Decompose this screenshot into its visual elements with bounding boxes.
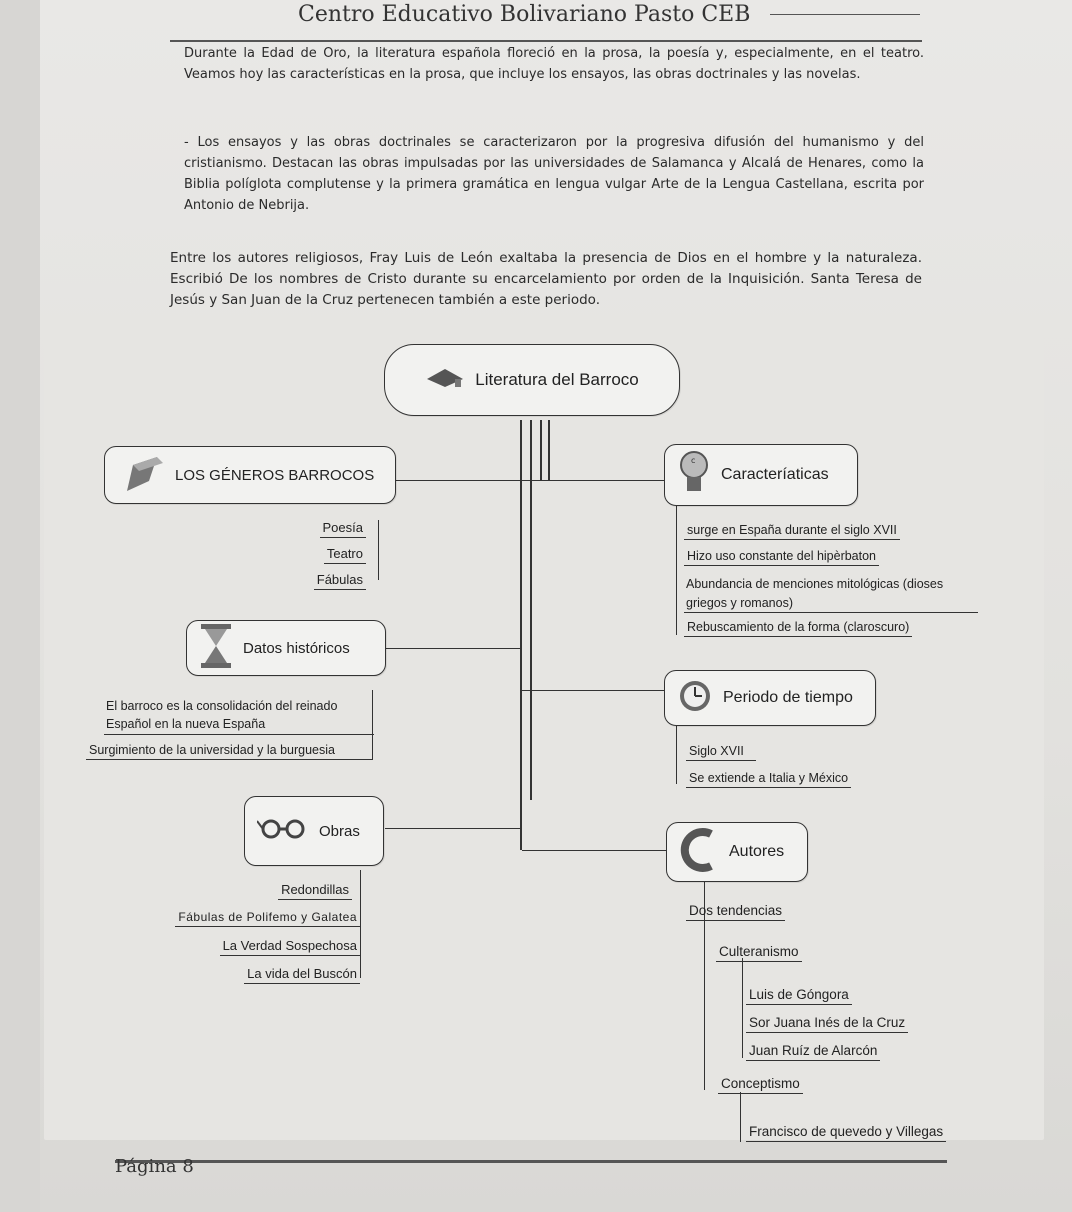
obras-item: Fábulas de Polifemo y Galatea bbox=[175, 910, 360, 927]
central-node bbox=[384, 344, 680, 416]
datos-item-2: Surgimiento de la universidad y la burguesia bbox=[86, 743, 372, 760]
header-rule-right bbox=[770, 14, 920, 15]
caracteristicas-branch bbox=[676, 505, 677, 635]
autores-title: Autores bbox=[729, 843, 785, 860]
intro-paragraph-1: Durante la Edad de Oro, la literatura española floreció en la prosa, la poesía y, especialmente, en el teatro. Veamos hoy las características en la prosa, que incluye los ensayos, las obras doctrinales y las novelas. bbox=[184, 46, 924, 82]
dos-tendencias-label: Dos tendencias bbox=[686, 903, 785, 921]
obras-title: Obras bbox=[319, 822, 360, 840]
generos-item: Fábulas bbox=[314, 572, 366, 590]
culteranismo-branch bbox=[742, 958, 743, 1058]
caracteristicas-item-multiline bbox=[686, 575, 976, 613]
datos-branch bbox=[372, 690, 373, 760]
connector-obras bbox=[385, 828, 520, 829]
intro-paragraph-2: - Los ensayos y las obras doctrinales se caracterizaron por la progresiva difusión del humanismo y del cristianismo. Destacan las obras impulsadas por las universidades de Salamanca y Alcalá de Henares, como la Biblia políglota complutense y la primera gramática en lengua vulgar Arte de la Lengua Castellana, escrita por Antonio de Nebrija. bbox=[184, 135, 924, 213]
generos-node bbox=[104, 446, 396, 504]
caracteristicas-item: Hizo uso constante del hipèrbaton bbox=[684, 549, 879, 566]
datos-node bbox=[186, 620, 386, 676]
hourglass-icon bbox=[199, 622, 233, 675]
culteranismo-author: Sor Juana Inés de la Cruz bbox=[746, 1015, 908, 1033]
intro-paragraph-3: Entre los autores religiosos, Fray Luis de León exaltaba la presencia de Dios en el hombre y la naturaleza. Escribió De los nombres de Cristo durante su encarcelamiento por orden de la Inquisición. Santa Teresa de Jesús y San Juan de la Cruz pertenecen también a este periodo. bbox=[170, 250, 922, 308]
culteranismo-author: Juan Ruíz de Alarcón bbox=[746, 1043, 880, 1061]
datos-underline bbox=[104, 734, 374, 735]
person-icon bbox=[679, 828, 719, 877]
periodo-item: Siglo XVII bbox=[686, 744, 756, 761]
caracteristicas-line: Abundancia de menciones mitológicas (dioses bbox=[686, 577, 944, 591]
conceptismo-label: Conceptismo bbox=[718, 1076, 803, 1094]
generos-item: Poesía bbox=[320, 520, 366, 538]
obras-branch bbox=[360, 870, 361, 978]
caracteristicas-node bbox=[664, 444, 858, 506]
lightbulb-icon bbox=[677, 449, 711, 502]
autores-node bbox=[666, 822, 808, 882]
caracteristicas-line: griegos y romanos) bbox=[686, 596, 793, 610]
obras-node bbox=[244, 796, 384, 866]
central-title: Literatura del Barroco bbox=[475, 370, 639, 389]
connector-generos bbox=[395, 480, 665, 481]
trunk-line bbox=[520, 420, 522, 850]
caracteristicas-item: surge en España durante el siglo XVII bbox=[684, 523, 900, 540]
obras-item: La Verdad Sospechosa bbox=[220, 938, 360, 956]
generos-item: Teatro bbox=[324, 546, 366, 564]
trunk-line-2 bbox=[530, 420, 532, 800]
pen-icon bbox=[119, 451, 165, 500]
connector-periodo bbox=[522, 690, 664, 691]
generos-title: LOS GÉNEROS BARROCOS bbox=[175, 466, 375, 484]
trunk-line-4 bbox=[548, 420, 550, 480]
clock-icon bbox=[677, 678, 713, 719]
culteranismo-label: Culteranismo bbox=[716, 944, 802, 962]
school-title: Centro Educativo Bolivariano Pasto CEB bbox=[298, 2, 751, 27]
obras-item: La vida del Buscón bbox=[244, 966, 360, 984]
glasses-icon bbox=[257, 818, 309, 845]
periodo-item: Se extiende a Italia y México bbox=[686, 771, 851, 788]
connector-datos bbox=[385, 648, 520, 649]
obras-item: Redondillas bbox=[278, 882, 352, 900]
datos-item-1 bbox=[106, 697, 372, 733]
caracteristicas-underline bbox=[684, 612, 978, 613]
generos-branch bbox=[378, 520, 379, 580]
datos-line: Español en la nueva España bbox=[106, 717, 266, 731]
page-number: Página 8 bbox=[115, 1156, 194, 1177]
datos-line: El barroco es la consolidación del reinado bbox=[106, 699, 338, 713]
book-icon bbox=[425, 367, 465, 394]
footer-rule bbox=[115, 1160, 947, 1163]
caracteristicas-title: Caracteríaticas bbox=[721, 466, 829, 483]
periodo-node bbox=[664, 670, 876, 726]
caracteristicas-item: Rebuscamiento de la forma (claroscuro) bbox=[684, 620, 912, 637]
conceptismo-branch bbox=[740, 1092, 741, 1142]
connector-autores bbox=[522, 850, 667, 851]
datos-title: Datos históricos bbox=[243, 639, 350, 657]
periodo-title: Periodo de tiempo bbox=[723, 689, 853, 706]
conceptismo-author: Francisco de quevedo y Villegas bbox=[746, 1124, 946, 1142]
periodo-branch bbox=[676, 722, 677, 784]
trunk-line-3 bbox=[540, 420, 542, 480]
culteranismo-author: Luis de Góngora bbox=[746, 987, 852, 1005]
header-rule bbox=[170, 40, 922, 42]
svg-text:c: c bbox=[691, 455, 696, 465]
